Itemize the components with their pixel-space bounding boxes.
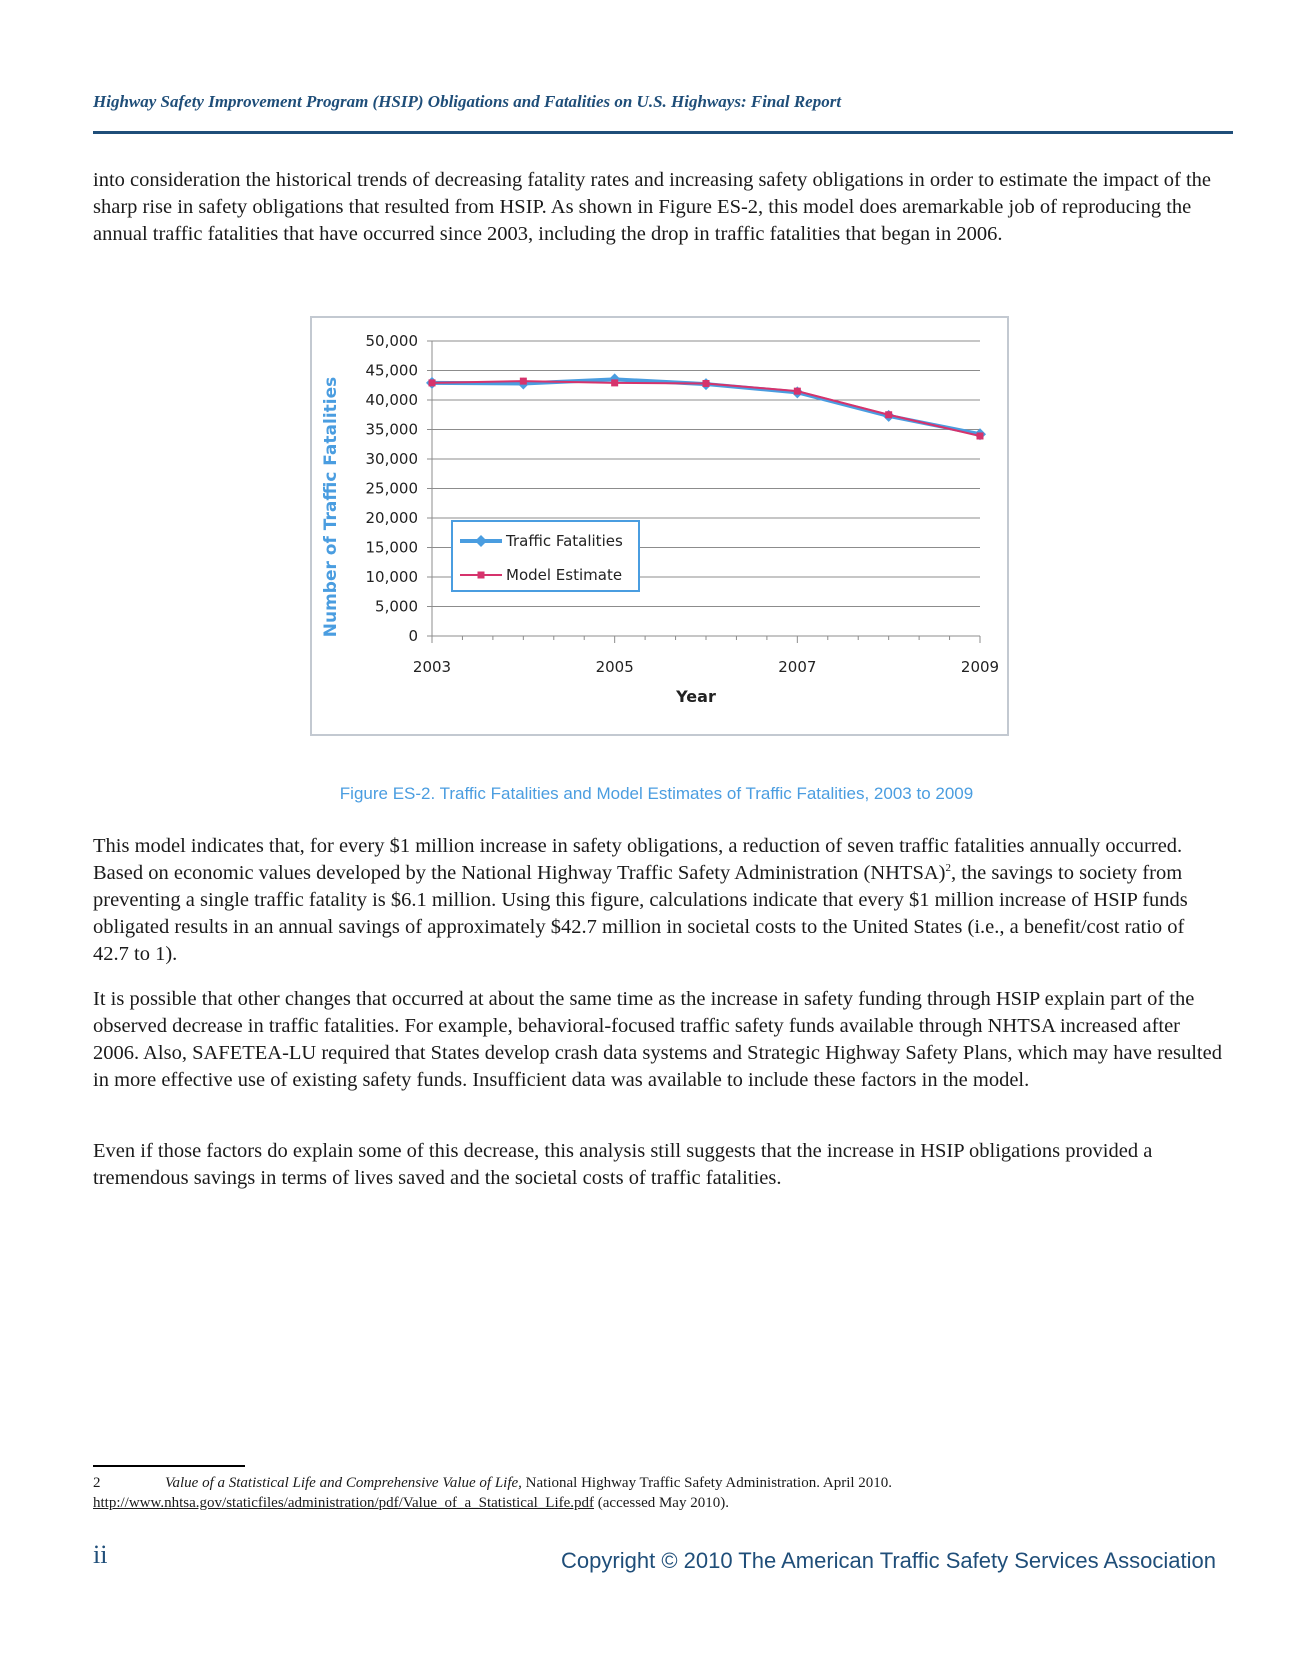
x-axis-label: Year [676,687,716,706]
x-tick-label: 2009 [960,658,1000,676]
x-tick-label: 2005 [595,658,634,676]
chart-legend [452,521,639,591]
y-tick-label: 0 [408,627,418,645]
x-tick-labels [413,658,999,676]
footnote-text: National Highway Traffic Safety Administration. April 2010. [521,1475,893,1491]
figure-chart-frame [310,316,1009,736]
data-point-square [429,379,436,386]
y-tick-label: 20,000 [365,509,418,527]
line-chart [312,318,1007,734]
data-point-square [703,380,710,387]
copyright-notice: Copyright © 2010 The American Traffic Safety Services Association [561,1548,1216,1573]
y-tick-label: 50,000 [365,332,418,350]
x-tick-label: 2003 [412,658,452,676]
y-tick-label: 30,000 [365,450,418,468]
footnote-reference: 2 [945,862,951,875]
footnote-link[interactable]: http://www.nhtsa.gov/staticfiles/administration/pdf/Value_of_a_Statistical_Life.pdf [93,1495,595,1511]
y-tick-label: 10,000 [365,568,418,586]
y-tick-label: 15,000 [365,538,418,557]
footnote-accessed: (accessed May 2010). [594,1495,729,1511]
figure-caption: Figure ES-2. Traffic Fatalities and Model Estimates of Traffic Fatalities, 2003 to 2009 [339,784,974,803]
legend-marker-square [478,572,485,579]
paragraph-1-text-b: , the savings to society from preventing a single traffic fatality is $6.1 million. Using this figure, calculations indicate that every $1 million increase of HSIP funds obligated results in an annual savings of approximately $42.7 million in societal costs to the United States (i.e., a benefit/cost ratio of 42.7 to 1). [93,862,1188,965]
y-tick-label: 40,000 [365,391,418,409]
data-point-square [977,432,984,439]
body-paragraph-1 [93,833,1223,968]
legend-label: Model Estimate [506,566,623,584]
data-point-square [885,411,892,418]
chart-series [426,373,986,440]
y-tick-labels [366,332,419,645]
data-point-square [611,379,618,386]
body-paragraph-3: Even if those factors do explain some of this decrease, this analysis still suggests that the increase in HSIP obligations provided a tremendous savings in terms of lives saved and the societal costs of traffic fatalities. [93,1140,1153,1189]
footnote-number: 2 [93,1475,101,1491]
data-point-square [794,388,801,395]
y-tick-label: 35,000 [365,420,418,439]
body-paragraph-2: It is possible that other changes that occurred at about the same time as the increase in safety funding through HSIP explain part of the observed decrease in traffic fatalities. For example, behavioral-focused traffic safety funds available through NHTSA increased after 2006. Also, SAFETEA-LU required that States develop crash data systems and Strategic Highway Safety Plans, which may have resulted in more effective use of existing safety funds. Insufficient data was available to include these factors in the model. [93,988,1222,1091]
footnote-title: Value of a Statistical Life and Comprehensive Value of Life, [165,1475,522,1491]
data-point-square [520,378,527,385]
page-number: ii [93,1540,108,1569]
y-tick-label: 25,000 [365,479,418,498]
y-axis-label: Number of Traffic Fatalities [321,376,341,638]
paragraph-1-text-a: This model indicates that, for every $1 million increase in safety obligations, a reduction of seven traffic fatalities annually occurred. Based on economic values developed by the National Highway Traffic Safety Administration (NHTSA) [93,835,1183,884]
footnote-rule [93,1465,245,1467]
running-header-title: Highway Safety Improvement Program (HSIP) Obligations and Fatalities on U.S. Highways: Final Report [93,92,842,111]
y-tick-label: 5,000 [375,597,418,616]
x-tick-label: 2007 [778,658,817,676]
intro-paragraph: into consideration the historical trends of decreasing fatality rates and increasing safety obligations in order to estimate the impact of the sharp rise in safety obligations that resulted from HSIP. As shown in Figure ES-2, this model does aremarkable job of reproducing the annual traffic fatalities that have occurred since 2003, including the drop in traffic fatalities that began in 2006. [93,169,1212,245]
footnote [93,1473,1233,1513]
legend-label: Traffic Fatalities [506,532,623,550]
header-rule [93,131,1233,134]
y-tick-label: 45,000 [365,361,418,380]
